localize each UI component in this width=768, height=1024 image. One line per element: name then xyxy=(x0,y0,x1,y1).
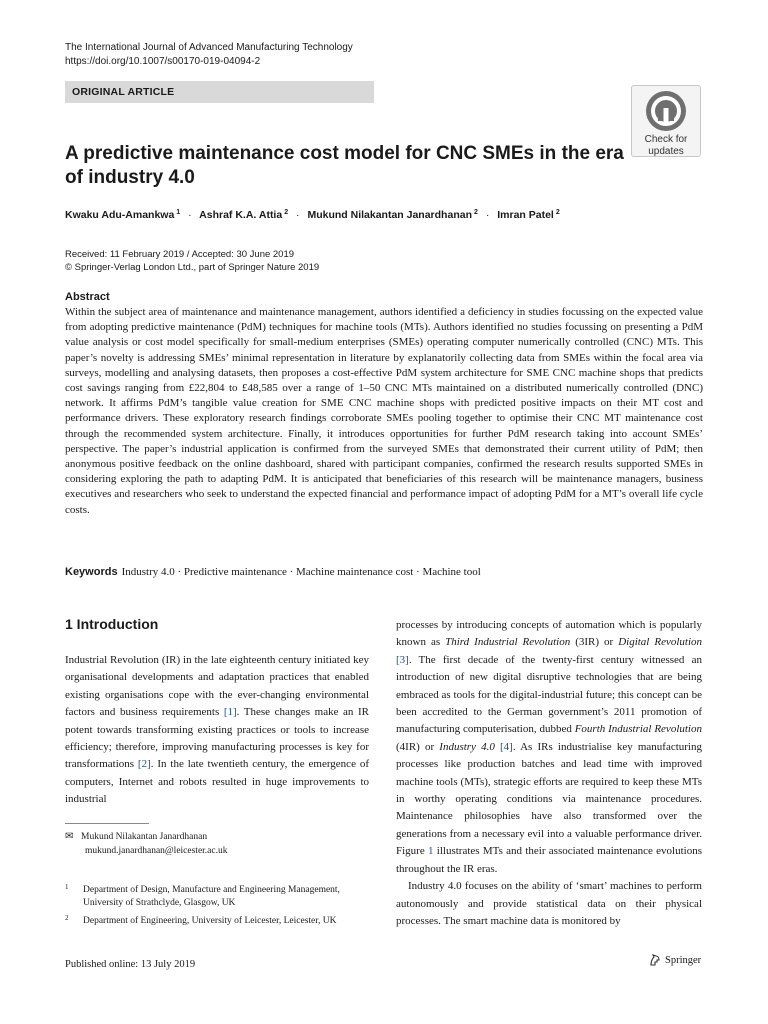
published-date: Published online: 13 July 2019 xyxy=(65,959,196,970)
doi-link[interactable]: https://doi.org/10.1007/s00170-019-04094-2 xyxy=(65,56,261,67)
keywords-label: Keywords xyxy=(65,566,118,578)
affiliation xyxy=(65,881,340,910)
author-affiliation: 2 xyxy=(473,209,478,216)
body-text: . These changes make an IR potent towards transforming existing practices or tools to increase efficiency; therefore, improving manufacturing processes is key for transformations xyxy=(65,706,369,771)
article-dates xyxy=(65,248,319,274)
abstract-text: Within the subject area of maintenance and maintenance management, authors identified a deficiency in studies focussing on the expected value from adopting predictive maintenance (PdM) techniques for machine tools (MTs). Authors identified no studies focussing on presenting a PdM value analysis or cost model specifically for small-medium enterprises (SMEs) operating computer numerically controlled (CNC) MTs. This paper’s novelty is addressing SMEs’ minimal representation in literature by explanatorily collecting data from SMEs within the focal area via surveys, modelling and analysing datasets, then proposes a cost-effective PdM system architecture for SME CNC machine shops that predicts cost savings ranging from £22,804 to £48,585 over a range of 1–50 CNC MTs maintained on a distributed numerically controlled (DNC) network. It affirms PdM’s tangible value creation for SME CNC machine shops with predicted positive impacts on their MT cost and performance drivers. These exploratory research findings corroborate SMEs pooling together to optimise their CNC MT maintenance cost through the recommended system architecture. Finally, it introduces opportunities for further PdM research taking into account SMEs’ perspective. The paper’s industrial application is confirmed from the surveyed SMEs that demonstrated their current utility of PdM; then anonymous positive feedback on the online dashboard, shared with participant companies, confirmed the research results supported SMEs in considering exploring the path to adapting PdM. It is anticipated that beneficiaries of this research will be maintenance managers, business executives and researchers who seek to understand the expected financial and performance impact of adopting PdM for a MT’s overall life cycle costs. xyxy=(65,306,703,516)
journal-name: The International Journal of Advanced Manufacturing Technology xyxy=(65,42,353,53)
citation-link[interactable]: [2] xyxy=(137,758,151,771)
citation-link[interactable]: [3] xyxy=(396,653,409,666)
italic-term: Third Industrial Revolution xyxy=(445,636,571,649)
body-text: . The first decade of the twenty-first century witnessed an introduction of new digital disruptive technologies that are being embraced as tools for the digital-industrial future; this concept can be been accredited to the German government’s 2011 promotion of manufacturing computerisation, dubbed xyxy=(396,653,702,736)
received-accepted: Received: 11 February 2019 / Accepted: 30 June 2019 xyxy=(65,249,295,260)
author-name[interactable]: Imran Patel xyxy=(497,209,554,221)
journal-header xyxy=(65,41,353,69)
body-text: (4IR) or xyxy=(396,740,440,753)
citation-link[interactable]: [4] xyxy=(500,740,513,753)
author-affiliation: 2 xyxy=(284,209,289,216)
springer-horse-icon xyxy=(648,953,662,967)
title-line-2: of industry 4.0 xyxy=(65,167,195,188)
article-type-banner: ORIGINAL ARTICLE xyxy=(65,81,374,103)
author-list xyxy=(65,206,560,222)
author-affiliation: 2 xyxy=(555,209,560,216)
footnote-divider xyxy=(65,823,149,824)
body-text: Industrial Revolution (IR) in the late eighteenth century initiated key organisational developments and adaptation practices that enabled existing organisations cope with the ever-changing environmental factors and business requirements xyxy=(65,654,369,719)
affiliation xyxy=(65,912,337,928)
italic-term: Fourth Industrial Revolution xyxy=(574,723,702,736)
author-separator: · xyxy=(188,209,192,221)
copyright-icon: © xyxy=(65,262,75,273)
affiliation-text: University of Strathclyde, Glasgow, UK xyxy=(83,898,236,908)
crossmark-icon xyxy=(644,89,688,133)
italic-term: Digital Revolution xyxy=(618,636,703,649)
abstract-heading: Abstract xyxy=(65,291,110,303)
body-text: . In the late twentieth century, the emergence of computers, Internet and robots resulted in huge improvements to industrial xyxy=(65,758,369,806)
body-text: (3IR) or xyxy=(570,636,619,649)
keywords-line xyxy=(65,565,481,579)
check-for-updates-badge[interactable] xyxy=(631,85,701,157)
author-separator: · xyxy=(485,209,490,221)
author-name[interactable]: Ashraf K.A. Attia xyxy=(199,209,283,221)
keywords-list: Industry 4.0 · Predictive maintenance · Machine maintenance cost · Machine tool xyxy=(121,566,481,578)
paper-title xyxy=(65,142,625,190)
author-name[interactable]: Mukund Nilakantan Janardhanan xyxy=(307,209,472,221)
corresponding-author: Mukund Nilakantan Janardhanan xyxy=(81,832,208,842)
publisher-logo xyxy=(648,953,701,967)
copyright-line xyxy=(65,261,319,274)
figure-link[interactable]: 1 xyxy=(428,845,434,858)
citation-link[interactable]: [1] xyxy=(223,706,237,719)
author-affiliation: 1 xyxy=(176,209,181,216)
intro-paragraph xyxy=(396,617,702,878)
author-separator: · xyxy=(296,209,300,221)
intro-paragraph-2: Industry 4.0 focuses on the ability of ‘smart’ machines to perform autonomously and provide statistical data on their physical processes. The smart machine data is monitored by xyxy=(396,880,702,927)
body-text: processes by introducing concepts of automation which is popularly known as xyxy=(396,619,702,649)
copyright-text: Springer-Verlag London Ltd., part of Springer Nature 2019 xyxy=(74,262,320,273)
section-heading: 1 Introduction xyxy=(65,616,159,632)
badge-line-2: updates xyxy=(648,146,684,157)
affiliation-text: Department of Engineering, University of Leicester, Leicester, UK xyxy=(83,916,337,926)
envelope-icon: ✉ xyxy=(65,831,74,842)
title-line-1: A predictive maintenance cost model for CNC SMEs in the era xyxy=(65,143,624,164)
publisher-name: Springer xyxy=(665,954,702,966)
affiliation-text: Department of Design, Manufacture and Engineering Management, xyxy=(83,885,340,895)
affiliation-number: 1 xyxy=(65,883,69,891)
italic-term: Industry 4.0 xyxy=(439,740,495,753)
intro-right-column xyxy=(396,617,702,930)
body-text: illustrates MTs and their associated maintenance evolutions throughout the IR eras. xyxy=(396,845,702,875)
corresponding-email[interactable]: mukund.janardhanan@leicester.ac.uk xyxy=(85,846,228,856)
correspondence xyxy=(65,830,228,858)
intro-left-column xyxy=(65,652,369,809)
author-name[interactable]: Kwaku Adu-Amankwa xyxy=(65,209,175,221)
affiliation-number: 2 xyxy=(65,914,69,922)
badge-line-1: Check for xyxy=(644,134,688,145)
body-text: . As IRs industrialise key manufacturing processes like production batches and lead time with improved machine tools (MTs), strategic efforts are required to keep these MTs in worthy operating conditions via maintenance procedures. Maintenance philosophies have also transformed over the generations from a necessary evil into a valuable performance driver. Figure xyxy=(396,740,702,858)
